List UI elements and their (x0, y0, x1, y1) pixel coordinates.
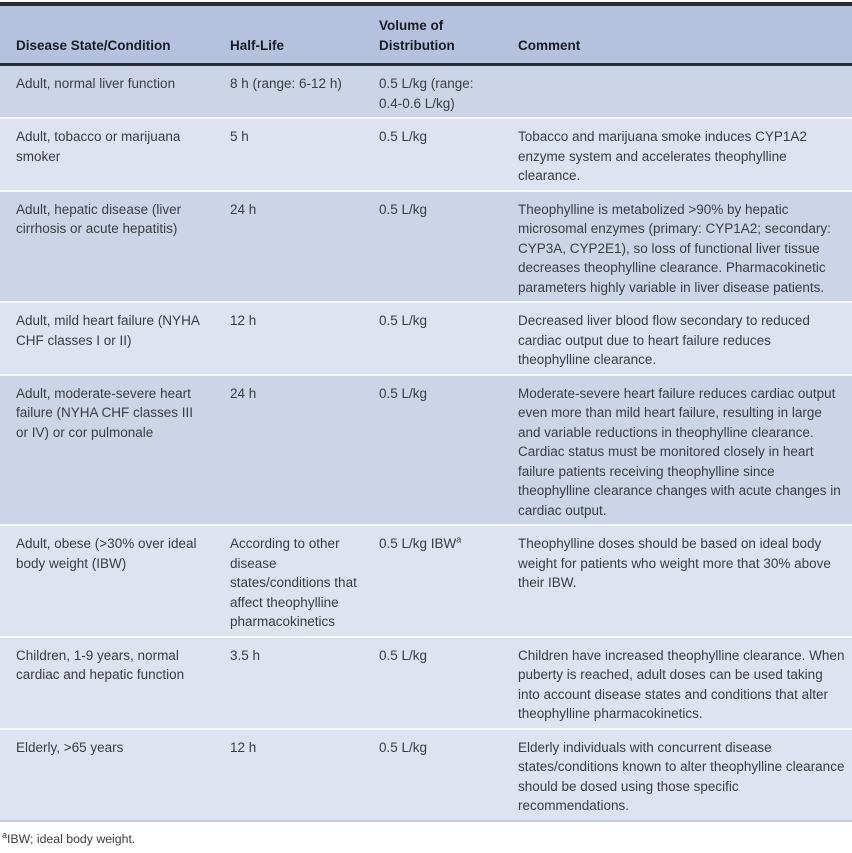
cell-volume-distribution: 0.5 L/kg (379, 374, 518, 525)
cell-half-life: 12 h (230, 728, 379, 820)
cell-condition: Adult, mild heart failure (NYHA CHF classes I or II) (0, 301, 230, 374)
footnote-marker: a (456, 534, 462, 545)
cell-comment (518, 66, 852, 117)
table-row-mild-heart-failure (0, 301, 852, 374)
cell-comment: Children have increased theophylline clearance. When puberty is reached, adult doses can be used taking into account disease states and conditions that alter theophylline pharmacokinetics. (518, 636, 852, 728)
cell-half-life: 24 h (230, 190, 379, 302)
cell-comment: Moderate-severe heart failure reduces cardiac output even more than mild heart failure, resulting in large and variable reductions in theophylline clearance. Cardiac status must be monitored closely in heart failure patients receiving theophylline since theophylline clearance changes with acute changes in cardiac output. (518, 374, 852, 525)
table-header-row (0, 6, 852, 66)
cell-condition: Children, 1-9 years, normal cardiac and hepatic function (0, 636, 230, 728)
footnote-text: IBW; ideal body weight. (7, 831, 136, 846)
column-header-disease-state: Disease State/Condition (0, 6, 230, 66)
cell-volume-distribution: 0.5 L/kg (379, 190, 518, 302)
cell-comment: Theophylline doses should be based on ideal body weight for patients who weight more that 30% above their IBW. (518, 524, 852, 636)
cell-volume-distribution: 0.5 L/kg (379, 728, 518, 820)
table-row-smoker (0, 117, 852, 190)
cell-comment: Decreased liver blood flow secondary to reduced cardiac output due to heart failure reduces theophylline clearance. (518, 301, 852, 374)
cell-condition: Elderly, >65 years (0, 728, 230, 820)
cell-half-life: 12 h (230, 301, 379, 374)
cell-half-life: 24 h (230, 374, 379, 525)
cell-comment: Tobacco and marijuana smoke induces CYP1A2 enzyme system and accelerates theophylline clearance. (518, 117, 852, 190)
cell-volume-distribution: 0.5 L/kg (range: 0.4-0.6 L/kg) (379, 66, 518, 117)
column-header-comment: Comment (518, 6, 852, 66)
cell-half-life: 8 h (range: 6-12 h) (230, 66, 379, 117)
cell-volume-distribution: 0.5 L/kg (379, 636, 518, 728)
cell-condition: Adult, obese (>30% over ideal body weight (IBW) (0, 524, 230, 636)
table-row-elderly (0, 728, 852, 820)
cell-half-life: 3.5 h (230, 636, 379, 728)
cell-comment: Theophylline is metabolized >90% by hepatic microsomal enzymes (primary: CYP1A2; secondary: CYP3A, CYP2E1), so loss of functional liver tissue decreases theophylline clearance. Pharmacokinetic parameters highly variable in liver disease patients. (518, 190, 852, 302)
pharmacokinetics-table (0, 2, 852, 822)
column-header-half-life: Half-Life (230, 6, 379, 66)
cell-comment: Elderly individuals with concurrent disease states/conditions known to alter theophylline clearance should be dosed using those specific recommendations. (518, 728, 852, 820)
cell-condition: Adult, tobacco or marijuana smoker (0, 117, 230, 190)
cell-half-life: 5 h (230, 117, 379, 190)
table-row-children (0, 636, 852, 728)
table-row-hepatic-disease (0, 190, 852, 302)
table-footnote (0, 829, 852, 846)
table-row-normal-liver (0, 66, 852, 117)
vd-value: 0.5 L/kg IBW (379, 536, 457, 551)
column-header-volume-of-distribution: Volume of Distribution (379, 6, 518, 66)
cell-volume-distribution: 0.5 L/kg (379, 301, 518, 374)
footnote-marker: a (2, 829, 8, 840)
table-row-obese (0, 524, 852, 636)
cell-condition: Adult, moderate-severe heart failure (NYHA CHF classes III or IV) or cor pulmonale (0, 374, 230, 525)
cell-volume-distribution: 0.5 L/kg (379, 117, 518, 190)
table-row-moderate-severe-heart-failure (0, 374, 852, 525)
cell-volume-distribution (379, 524, 518, 636)
cell-condition: Adult, hepatic disease (liver cirrhosis or acute hepatitis) (0, 190, 230, 302)
cell-half-life: According to other disease states/conditions that affect theophylline pharmacokinetics (230, 524, 379, 636)
cell-condition: Adult, normal liver function (0, 66, 230, 117)
